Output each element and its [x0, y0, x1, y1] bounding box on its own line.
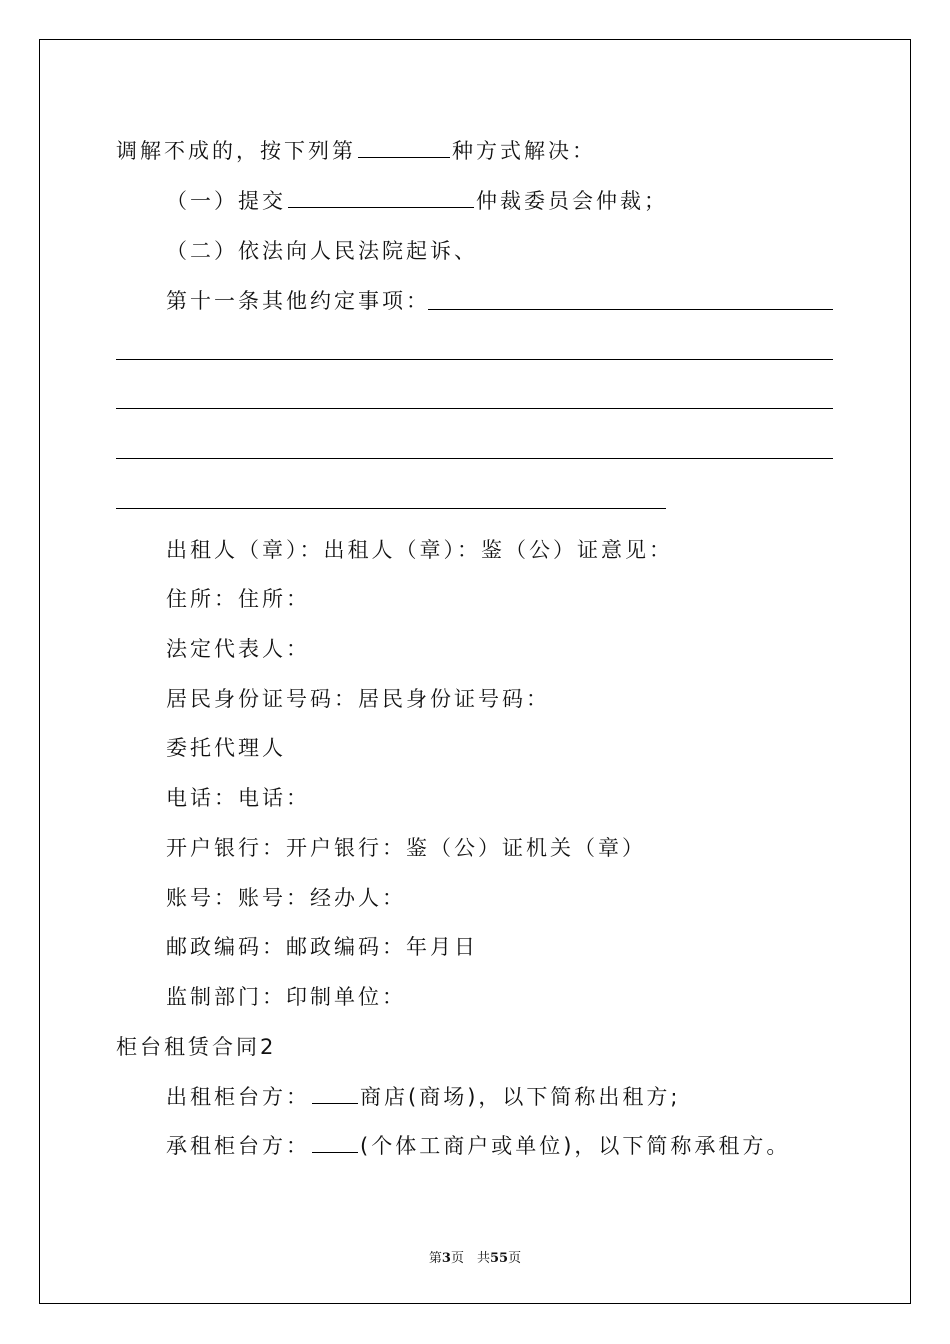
text: 种方式解决： — [452, 139, 596, 163]
line-mediation — [116, 137, 596, 165]
line-account: 账号：账号：经办人： — [166, 886, 406, 910]
blank-field — [288, 187, 474, 208]
text: 调解不成的，按下列第 — [116, 139, 356, 163]
text: 商店(商场)，以下简称出租方; — [360, 1085, 681, 1109]
line-agent: 委托代理人 — [166, 736, 286, 760]
line-address: 住所：住所： — [166, 587, 310, 611]
line-other-terms: 第十一条其他约定事项： — [166, 289, 430, 313]
blank-rule — [116, 359, 833, 360]
line-signatures: 出租人（章）：出租人（章）：鉴（公）证意见： — [166, 538, 673, 562]
page-number: 3 — [441, 1251, 451, 1266]
blank-rule — [116, 408, 833, 409]
blank-field — [358, 137, 450, 158]
line-legal-rep: 法定代表人： — [166, 637, 310, 661]
text: （一）提交 — [166, 189, 286, 213]
blank-rule — [116, 508, 666, 509]
line-lessor — [166, 1083, 680, 1111]
text: 出租柜台方： — [166, 1085, 310, 1109]
blank-rule — [428, 309, 833, 310]
blank-field — [312, 1132, 358, 1153]
line-lawsuit: （二）依法向人民法院起诉、 — [166, 239, 478, 263]
blank-rule — [116, 458, 833, 459]
line-bank: 开户银行：开户银行：鉴（公）证机关（章） — [166, 836, 646, 860]
text: 页 — [508, 1251, 522, 1266]
text: 承租柜台方： — [166, 1134, 310, 1158]
contract-title: 柜台租赁合同2 — [116, 1035, 277, 1059]
text: 第 — [428, 1251, 442, 1266]
line-postcode: 邮政编码：邮政编码：年月日 — [166, 935, 478, 959]
total-pages: 55 — [489, 1251, 509, 1266]
blank-field — [312, 1083, 358, 1104]
line-supervisor: 监制部门：印制单位： — [166, 985, 406, 1009]
text: (个体工商户或单位)，以下简称承租方。 — [360, 1134, 791, 1158]
line-phone: 电话：电话： — [166, 786, 310, 810]
text: 仲裁委员会仲裁； — [476, 189, 668, 213]
page-footer — [0, 1247, 950, 1266]
page-border — [39, 39, 911, 1304]
line-arbitration — [166, 187, 668, 215]
line-lessee — [166, 1132, 790, 1160]
text: 页 共 — [450, 1251, 490, 1266]
line-id-number: 居民身份证号码：居民身份证号码： — [166, 687, 550, 711]
